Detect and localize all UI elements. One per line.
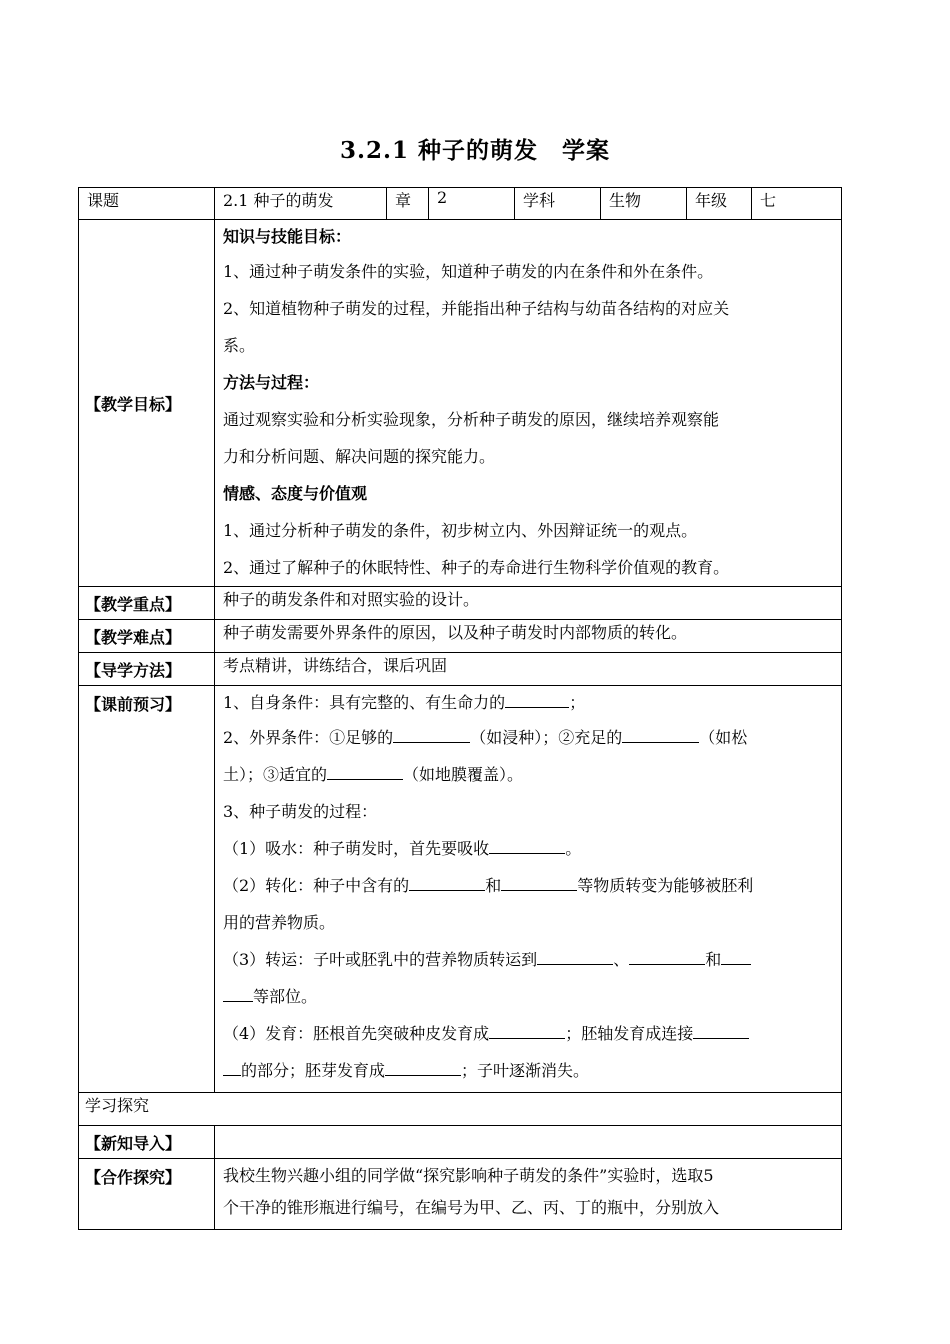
- preview-line-9: [223, 978, 833, 1015]
- knowledge-item-1: 1、通过种子萌发条件的实验，知道种子萌发的内在条件和外在条件。: [223, 262, 714, 281]
- topic-label: 课题: [79, 188, 215, 220]
- preview-text: （如地膜覆盖）。: [403, 765, 524, 784]
- preview-text: ；胚轴发育成连接: [565, 1024, 694, 1043]
- fill-blank[interactable]: [393, 725, 470, 743]
- preview-line-7: 用的营养物质。: [223, 913, 336, 932]
- knowledge-heading: 知识与技能目标：: [223, 227, 352, 246]
- method-row: [79, 653, 842, 686]
- fill-blank[interactable]: [721, 947, 751, 965]
- preview-line-8: [223, 941, 833, 978]
- fill-blank[interactable]: [501, 873, 577, 891]
- method-label: 【导学方法】: [79, 653, 215, 686]
- fill-blank[interactable]: [223, 1058, 241, 1076]
- preview-label: 【课前预习】: [79, 686, 215, 1093]
- method-text-a: 通过观察实验和分析实验现象，分析种子萌发的原因，继续培养观察能: [223, 410, 720, 429]
- preview-text: （2）转化：种子中含有的: [223, 876, 410, 895]
- grade-value: 七: [752, 188, 842, 220]
- coop-label: 【合作探究】: [79, 1159, 215, 1230]
- emotion-item-1: 1、通过分析种子萌发的条件，初步树立内、外因辩证统一的观点。: [223, 521, 698, 540]
- preview-text: （1）吸水：种子萌发时，首先要吸收: [223, 839, 490, 858]
- preview-text: （如浸种）；②充足的: [470, 728, 623, 747]
- coop-row: [79, 1159, 842, 1230]
- preview-text: 的部分；胚芽发育成: [241, 1061, 386, 1080]
- method-text: 考点精讲，讲练结合，课后巩固: [215, 653, 842, 686]
- preview-line-2: [223, 719, 833, 756]
- preview-text: （4）发育：胚根首先突破种皮发育成: [223, 1024, 490, 1043]
- objectives-content: [215, 220, 842, 587]
- difficulty-row: [79, 620, 842, 653]
- fill-blank[interactable]: [505, 690, 569, 708]
- knowledge-item-2b: 系。: [223, 336, 256, 355]
- intro-row: [79, 1126, 842, 1159]
- preview-text: 1、自身条件：具有完整的、有生命力的: [223, 693, 506, 712]
- study-label: 学习探究: [79, 1093, 842, 1126]
- subject-value: 生物: [601, 188, 687, 220]
- preview-line-1: [223, 686, 833, 719]
- chapter-label: 章: [387, 188, 429, 220]
- coop-line-1: 我校生物兴趣小组的同学做“探究影响种子萌发的条件”实验时，选取5: [223, 1166, 714, 1185]
- preview-line-5: [223, 830, 833, 867]
- preview-line-10: [223, 1015, 833, 1052]
- method-text-b: 力和分析问题、解决问题的探究能力。: [223, 447, 496, 466]
- emotion-heading: 情感、态度与价值观: [223, 484, 368, 503]
- page-title: 3.2.1 种子的萌发 学案: [339, 137, 611, 164]
- fill-blank[interactable]: [327, 762, 403, 780]
- objectives-label: 【教学目标】: [79, 220, 215, 587]
- fill-blank[interactable]: [489, 836, 565, 854]
- preview-text: 等物质转变为能够被胚利: [577, 876, 754, 895]
- preview-text: 和: [705, 950, 722, 969]
- coop-line-2: 个干净的锥形瓶进行编号，在编号为甲、乙、丙、丁的瓶中，分别放入: [223, 1198, 720, 1217]
- preview-line-3: [223, 756, 833, 793]
- preview-content: [215, 686, 842, 1093]
- knowledge-item-2a: 2、知道植物种子萌发的过程，并能指出种子结构与幼苗各结构的对应关: [223, 299, 730, 318]
- key-point-row: [79, 587, 842, 620]
- fill-blank[interactable]: [693, 1021, 749, 1039]
- lesson-plan-table: [78, 187, 842, 1230]
- difficulty-label: 【教学难点】: [79, 620, 215, 653]
- study-row: [79, 1093, 842, 1126]
- fill-blank[interactable]: [489, 1021, 565, 1039]
- chapter-value: 2: [429, 188, 515, 220]
- objectives-row: [79, 220, 842, 587]
- difficulty-text: 种子萌发需要外界条件的原因，以及种子萌发时内部物质的转化。: [215, 620, 842, 653]
- preview-text: 。: [565, 839, 582, 858]
- preview-text: 土）；③适宜的: [223, 765, 328, 784]
- grade-label: 年级: [687, 188, 752, 220]
- preview-row: [79, 686, 842, 1093]
- preview-text: 和: [485, 876, 502, 895]
- fill-blank[interactable]: [223, 984, 253, 1002]
- intro-label: 【新知导入】: [79, 1126, 215, 1159]
- fill-blank[interactable]: [409, 873, 485, 891]
- preview-text: ；: [569, 693, 586, 712]
- preview-text: 2、外界条件：①足够的: [223, 728, 394, 747]
- fill-blank[interactable]: [385, 1058, 461, 1076]
- preview-line-4: 3、种子萌发的过程：: [223, 802, 378, 821]
- preview-text: 、: [613, 950, 630, 969]
- fill-blank[interactable]: [629, 947, 705, 965]
- header-row: [79, 188, 842, 220]
- subject-label: 学科: [515, 188, 601, 220]
- key-point-label: 【教学重点】: [79, 587, 215, 620]
- preview-text: ；子叶逐渐消失。: [461, 1061, 590, 1080]
- coop-content: [215, 1159, 842, 1230]
- intro-content: [215, 1126, 842, 1159]
- fill-blank[interactable]: [537, 947, 613, 965]
- preview-text: （如松: [699, 728, 748, 747]
- preview-line-6: [223, 867, 833, 904]
- fill-blank[interactable]: [622, 725, 699, 743]
- preview-text: （3）转运：子叶或胚乳中的营养物质转运到: [223, 950, 538, 969]
- emotion-item-2: 2、通过了解种子的休眠特性、种子的寿命进行生物科学价值观的教育。: [223, 558, 730, 577]
- topic-value: 2.1 种子的萌发: [215, 188, 387, 220]
- preview-line-11: [223, 1052, 833, 1089]
- method-heading: 方法与过程：: [223, 373, 320, 392]
- preview-text: 等部位。: [253, 987, 318, 1006]
- key-point-text: 种子的萌发条件和对照实验的设计。: [215, 587, 842, 620]
